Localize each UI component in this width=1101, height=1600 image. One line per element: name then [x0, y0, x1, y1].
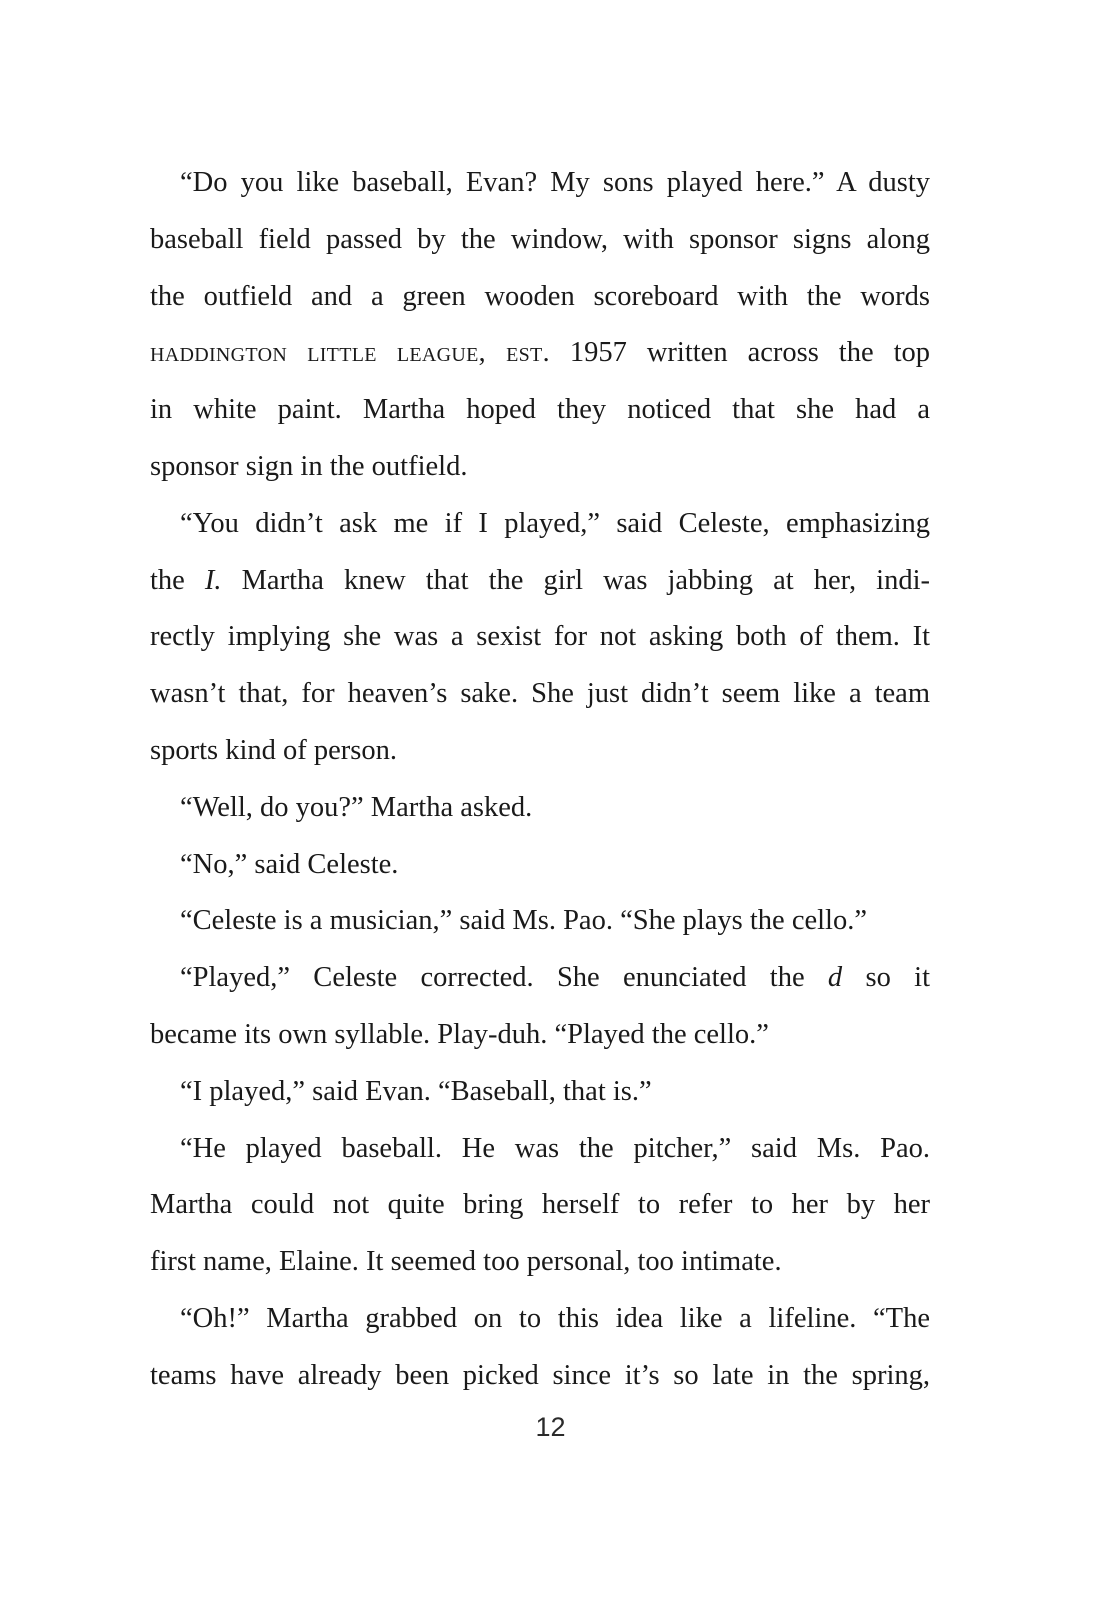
text-run: teams have already been picked since it’s so late in the spring,: [150, 1359, 930, 1391]
text-run: became its own syllable. Play-duh. “Played the cello.”: [150, 1018, 769, 1050]
text-run: in white paint. Martha hoped they noticed that she had a: [150, 394, 930, 426]
italic-text: d: [827, 962, 843, 994]
body-text: [150, 155, 930, 1405]
text-line: [150, 1064, 930, 1121]
text-run: the outfield and a green wooden scoreboard with the words: [150, 280, 930, 312]
text-line: [150, 1291, 930, 1348]
text-line: [150, 269, 930, 326]
text-run: baseball field passed by the window, with sponsor signs along: [150, 223, 930, 255]
text-run: Martha could not quite bring herself to refer to her by her: [150, 1189, 930, 1221]
text-line: [150, 950, 930, 1007]
text-line: [150, 1234, 930, 1291]
text-run: “Celeste is a musician,” said Ms. Pao. “She plays the cello.”: [180, 905, 867, 937]
text-line: [150, 666, 930, 723]
text-run: sponsor sign in the outfield.: [150, 450, 468, 482]
text-line: [150, 1007, 930, 1064]
text-line: [150, 609, 930, 666]
text-run: Martha knew that the girl was jabbing at her, indi-: [221, 564, 930, 596]
text-line: [150, 496, 930, 553]
text-run: “Played,” Celeste corrected. She enunciated the: [180, 962, 828, 994]
text-run: so it: [842, 962, 930, 994]
text-run: “I played,” said Evan. “Baseball, that is.”: [180, 1075, 652, 1107]
text-line: [150, 893, 930, 950]
text-line: [150, 155, 930, 212]
text-run: first name, Elaine. It seemed too personal, too intimate.: [150, 1246, 782, 1278]
text-run: sports kind of person.: [150, 734, 397, 766]
text-line: [150, 1177, 930, 1234]
text-run: “Well, do you?” Martha asked.: [180, 791, 533, 823]
text-line: [150, 382, 930, 439]
italic-text: I.: [204, 564, 222, 596]
text-line: [150, 212, 930, 269]
text-line: [150, 1348, 930, 1405]
text-run: rectly implying she was a sexist for not asking both of them. It: [150, 621, 930, 653]
text-run: wasn’t that, for heaven’s sake. She just didn’t seem like a team: [150, 678, 930, 710]
text-run: “He played baseball. He was the pitcher,” said Ms. Pao.: [180, 1132, 930, 1164]
text-line: [150, 553, 930, 610]
text-line: [150, 1121, 930, 1178]
text-run: “No,” said Celeste.: [180, 848, 399, 880]
text-line: [150, 723, 930, 780]
text-line: [150, 837, 930, 894]
page-number: 12: [535, 1412, 566, 1442]
text-run: “Do you like baseball, Evan? My sons played here.” A dusty: [180, 167, 930, 198]
text-line: [150, 325, 930, 382]
text-run: the: [150, 564, 205, 596]
text-line: [150, 780, 930, 837]
small-caps-text: haddington little league, est.: [150, 337, 550, 369]
text-run: 1957 written across the top: [549, 337, 931, 369]
text-line: [150, 439, 930, 496]
text-run: “You didn’t ask me if I played,” said Celeste, emphasizing: [180, 507, 930, 539]
text-run: “Oh!” Martha grabbed on to this idea like a lifeline. “The: [180, 1302, 930, 1334]
